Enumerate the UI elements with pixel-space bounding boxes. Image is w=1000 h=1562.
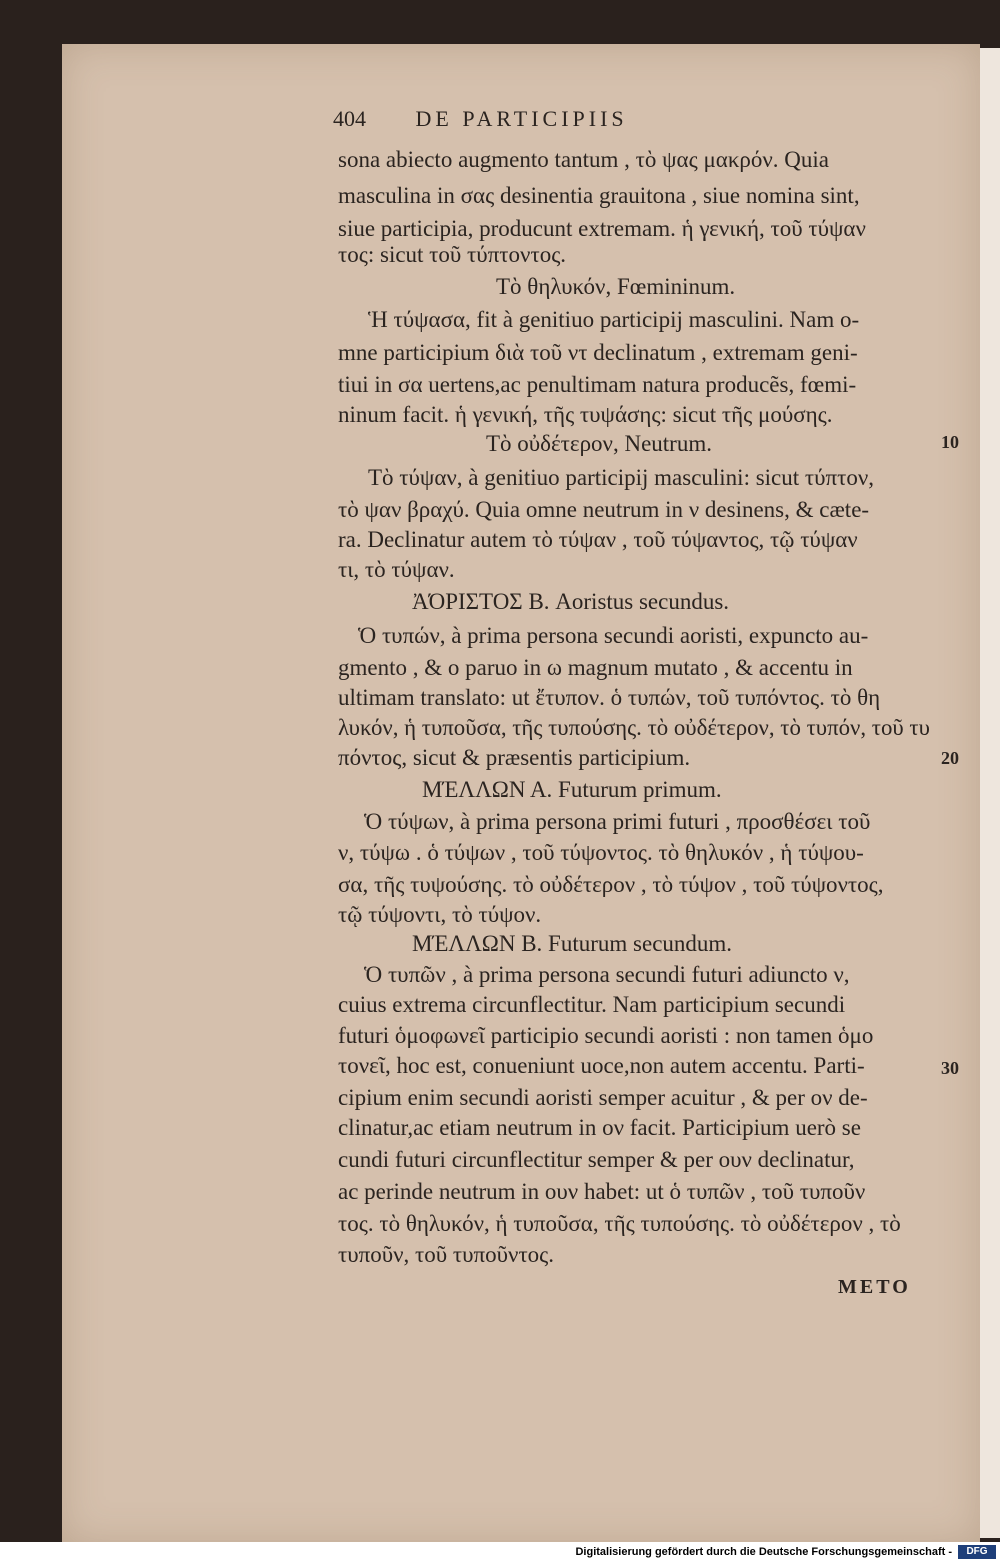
text-line: cundi futuri circunflectitur semper & per ουν declinatur, — [338, 1147, 855, 1172]
running-title: DE PARTICIPIIS — [415, 106, 628, 131]
footer-bar — [0, 1542, 1000, 1562]
page-number: 404 — [333, 106, 366, 131]
margin-line-number: 20 — [941, 748, 959, 768]
text-line: futuri ὁμοφωνεῖ participio secundi aoristi : non tamen ὁμο — [338, 1023, 874, 1048]
dfg-logo: DFG — [958, 1545, 996, 1559]
section-heading: ΜΈΛΛΩΝ Β. Futurum secundum. — [412, 931, 733, 956]
text-line: sona abiecto augmento tantum , τὸ ψας μακρόν. Quia — [338, 147, 829, 172]
text-line: ultimam translato: ut ἔτυπον. ὁ τυπών, τοῦ τυπόντος. τὸ θη — [338, 685, 881, 710]
section-heading: ΜΈΛΛΩΝ Α. Futurum primum. — [422, 777, 722, 802]
text-line: τὸ ψαν βραχύ. Quia omne neutrum in ν desinens, & cæte- — [338, 497, 870, 522]
text-line: cipium enim secundi aoristi semper acuitur , & per ον de- — [338, 1085, 868, 1110]
text-line: πόντος, sicut & præsentis participium. — [338, 745, 691, 770]
section-heading: Τὸ οὐδέτερον, Neutrum. — [486, 431, 712, 456]
text-line: clinatur,ac etiam neutrum in ον facit. Participium uerò se — [338, 1115, 861, 1140]
text-line: τονεῖ, hoc est, conueniunt uoce,non autem accentu. Parti- — [338, 1053, 865, 1078]
text-line: τυποῦν, τοῦ τυποῦντος. — [338, 1242, 555, 1267]
text-line: masculina in σας desinentia grauitona , siue nomina sint, — [338, 183, 860, 208]
catchword: METO — [838, 1276, 911, 1298]
footer-text: Digitalisierung gefördert durch die Deutsche Forschungsgemeinschaft - — [575, 1546, 952, 1558]
text-line: λυκόν, ἡ τυποῦσα, τῆς τυπούσης. τὸ οὐδέτερον, τὸ τυπόν, τοῦ τυ — [338, 715, 930, 740]
text-line: cuius extrema circunflectitur. Nam participium secundi — [338, 992, 846, 1017]
text-line: tiui in σα uertens,ac penultimam natura producẽs, fœmi- — [338, 372, 857, 397]
text-line: ac perinde neutrum in ουν habet: ut ὁ τυπῶν , τοῦ τυποῦν — [338, 1179, 866, 1204]
text-line: mne participium διὰ τοῦ ντ declinatum , extremam geni- — [338, 340, 858, 365]
text-line: σα, τῆς τυψούσης. τὸ οὐδέτερον , τὸ τύψον , τοῦ τύψοντος, — [338, 872, 884, 897]
running-header — [333, 106, 628, 132]
text-line: Ὁ τυπῶν , à prima persona secundi futuri adiuncto ν, — [364, 962, 850, 987]
text-line: Ὁ τύψων, à prima persona primi futuri , προσθέσει τοῦ — [364, 809, 871, 834]
margin-line-number: 30 — [941, 1058, 959, 1078]
text-line: siue participia, producunt extremam. ἡ γενική, τοῦ τύψαν — [338, 216, 866, 241]
section-heading: Τὸ θηλυκόν, Fœmininum. — [496, 274, 736, 299]
text-line: ninum facit. ἡ γενική, τῆς τυψάσης: sicut τῆς μούσης. — [338, 402, 833, 427]
section-heading: ἈΌΡΙΣΤΟΣ Β. Aoristus secundus. — [412, 589, 730, 614]
text-line: Τὸ τύψαν, à genitiuo participij masculini: sicut τύπτον, — [368, 465, 875, 490]
text-line: ra. Declinatur autem τὸ τύψαν , τοῦ τύψαντος, τῷ τύψαν — [338, 527, 858, 552]
text-line: τος: sicut τοῦ τύπτοντος. — [338, 242, 567, 267]
text-line: τος. τὸ θηλυκόν, ἡ τυποῦσα, τῆς τυπούσης. τὸ οὐδέτερον , τὸ — [338, 1211, 901, 1236]
text-line: ν, τύψω . ὁ τύψων , τοῦ τύψοντος. τὸ θηλυκόν , ἡ τύψου- — [338, 840, 864, 865]
margin-line-number: 10 — [941, 432, 959, 452]
text-line: τι, τὸ τύψαν. — [338, 557, 455, 582]
text-line: Ὁ τυπών, à prima persona secundi aoristi, expuncto au- — [358, 623, 869, 648]
text-line: Ἡ τύψασα, fit à genitiuo participij masculini. Nam o- — [368, 307, 860, 332]
text-line: gmento , & ο paruo in ω magnum mutato , & accentu in — [338, 655, 853, 680]
page-edge — [980, 48, 1000, 1538]
text-line: τῷ τύψοντι, τὸ τύψον. — [338, 902, 542, 927]
